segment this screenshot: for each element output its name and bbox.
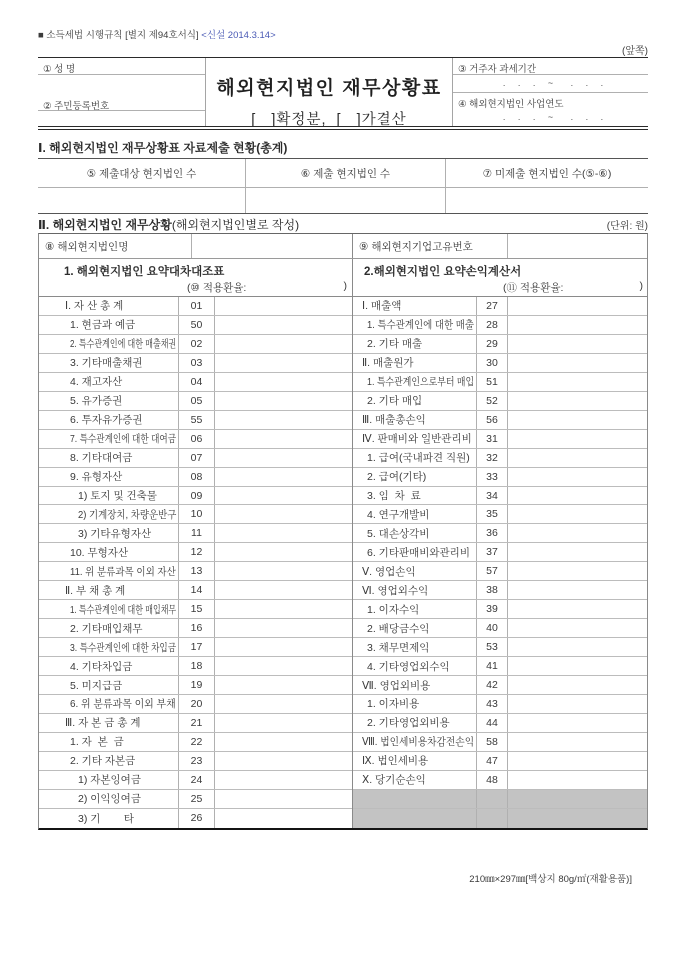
- account-row: [353, 581, 647, 600]
- account-row: [39, 809, 352, 828]
- account-row: [39, 543, 352, 562]
- account-row: [39, 524, 352, 543]
- account-code: 07: [179, 449, 215, 467]
- submitted-count-value: [246, 188, 446, 213]
- amount-cell: [215, 449, 352, 467]
- amount-cell: [508, 430, 647, 448]
- corporation-id-label: ⑨ 해외현지기업고유번호: [353, 234, 508, 258]
- account-label: Ⅷ. 법인세비용차감전손익: [353, 733, 477, 751]
- account-row: [39, 373, 352, 392]
- paper-spec-note: 210㎜×297㎜[백상지 80g/㎡(재활용품)]: [469, 874, 632, 885]
- account-label: 2. 기타 자본금: [39, 752, 179, 770]
- account-row: [353, 373, 647, 392]
- account-row: [353, 524, 647, 543]
- account-code: 06: [179, 430, 215, 448]
- account-code: 05: [179, 392, 215, 410]
- account-code: 23: [179, 752, 215, 770]
- account-label: 2) 이익잉여금: [39, 790, 179, 808]
- amount-cell: [508, 373, 647, 391]
- account-row: [353, 468, 647, 487]
- account-row: [353, 771, 647, 790]
- account-row: [39, 733, 352, 752]
- account-label: 1. 특수관계인에 대한 매입채무: [39, 600, 179, 618]
- account-row: [353, 411, 647, 430]
- amount-cell: [508, 714, 647, 732]
- account-code: 56: [477, 411, 508, 429]
- section1-title: Ⅰ. 해외현지법인 재무상황표 자료제출 현황(총계): [38, 141, 288, 155]
- tax-period-label: ③ 거주자 과세기간: [453, 58, 648, 75]
- account-label: 2. 기타 매출: [353, 335, 477, 353]
- subsection-header-row: [39, 259, 647, 297]
- account-code: 26: [179, 809, 215, 828]
- tax-period-dates: . . . ~ . . .: [453, 75, 648, 93]
- account-row: [39, 316, 352, 335]
- account-label: Ⅵ. 영업외수익: [353, 581, 477, 599]
- account-label: Ⅶ. 영업외비용: [353, 676, 477, 694]
- amount-cell: [508, 581, 647, 599]
- page-side-label: (앞쪽): [622, 46, 648, 57]
- account-row: [353, 335, 647, 354]
- amount-cell: [215, 733, 352, 751]
- header-right-column: [453, 58, 648, 126]
- balance-sheet-title: 1. 해외현지법인 요약대차대조표: [64, 266, 225, 278]
- account-code: 03: [179, 354, 215, 372]
- account-code: 19: [179, 676, 215, 694]
- balance-sheet-exchange-rate: [39, 280, 352, 295]
- amount-cell: [508, 695, 647, 713]
- amount-cell: [508, 638, 647, 656]
- account-code: 47: [477, 752, 508, 770]
- account-label: 1. 급여(국내파견 직원): [353, 449, 477, 467]
- account-label: 4. 기타영업외수익: [353, 657, 477, 675]
- account-label: Ⅱ. 매출원가: [353, 354, 477, 372]
- account-row: [353, 430, 647, 449]
- account-label: 2. 급여(기타): [353, 468, 477, 486]
- account-code: 50: [179, 316, 215, 334]
- resident-number-label: ② 주민등록번호: [38, 95, 205, 111]
- income-statement-rows: [353, 297, 647, 828]
- header-left-column: [38, 58, 205, 126]
- account-row: [39, 505, 352, 524]
- account-label: 10. 무형자산: [39, 543, 179, 561]
- account-code: [477, 809, 508, 828]
- amount-cell: [215, 790, 352, 808]
- account-code: 29: [477, 335, 508, 353]
- account-label: 2) 기계장치, 차량운반구: [39, 505, 179, 523]
- account-code: 37: [477, 543, 508, 561]
- amount-cell: [215, 297, 352, 315]
- account-row: [39, 562, 352, 581]
- account-row: [353, 297, 647, 316]
- account-label: 11. 위 분류과목 이외 자산: [39, 562, 179, 580]
- account-code: 08: [179, 468, 215, 486]
- account-label: 1. 자 본 금: [39, 733, 179, 751]
- account-label: 2. 특수관계인에 대한 매출채권: [39, 335, 179, 353]
- amount-cell: [215, 487, 352, 505]
- amount-cell: [215, 392, 352, 410]
- form-title: 해외현지법인 재무상황표: [216, 78, 442, 99]
- account-row: [39, 676, 352, 695]
- amount-cell: [508, 562, 647, 580]
- account-code: 22: [179, 733, 215, 751]
- account-row: [39, 581, 352, 600]
- account-row: [353, 449, 647, 468]
- amount-cell: [215, 543, 352, 561]
- amount-cell: [508, 752, 647, 770]
- financial-status-table: [38, 233, 648, 830]
- account-code: 51: [477, 373, 508, 391]
- account-label: 8. 기타대여금: [39, 449, 179, 467]
- account-row: [353, 354, 647, 373]
- account-label: 5. 대손상각비: [353, 524, 477, 542]
- account-label: 2. 배당금수익: [353, 619, 477, 637]
- form-revision-date: <신설 2014.3.14>: [201, 30, 276, 41]
- amount-cell: [215, 468, 352, 486]
- account-code: [477, 790, 508, 808]
- amount-cell: [508, 600, 647, 618]
- form-reference-note: [38, 27, 276, 41]
- submission-target-count-value: [38, 188, 246, 213]
- account-label: Ⅰ. 매출액: [353, 297, 477, 315]
- amount-cell: [508, 543, 647, 561]
- amount-cell: [508, 354, 647, 372]
- account-code: 13: [179, 562, 215, 580]
- account-label: Ⅳ. 판매비와 일반관리비: [353, 430, 477, 448]
- account-code: 39: [477, 600, 508, 618]
- account-label: 1. 특수관계인으로부터 매입: [353, 373, 477, 391]
- account-row: [39, 695, 352, 714]
- amount-cell: [215, 335, 352, 353]
- account-label: 6. 위 분류과목 이외 부채: [39, 695, 179, 713]
- account-label: [353, 790, 477, 808]
- account-label: 6. 기타판매비와관리비: [353, 543, 477, 561]
- amount-cell: [215, 752, 352, 770]
- account-code: 24: [179, 771, 215, 789]
- name-field-value: [38, 75, 205, 95]
- income-statement-title: 2.해외현지법인 요약손익계산서: [364, 266, 522, 278]
- account-row: [39, 657, 352, 676]
- account-label: [353, 809, 477, 828]
- account-row: [39, 411, 352, 430]
- amount-cell: [508, 676, 647, 694]
- exchange-rate-label: (⑪ 적용환율:: [503, 282, 564, 294]
- name-field-label: ① 성 명: [38, 58, 205, 75]
- account-code: 14: [179, 581, 215, 599]
- account-label: 9. 유형자산: [39, 468, 179, 486]
- form-header-table: [38, 57, 648, 130]
- account-row: [39, 468, 352, 487]
- account-label: Ⅱ. 부 채 총 계: [39, 581, 179, 599]
- corporation-name-value: [192, 234, 353, 258]
- section2-title: [38, 216, 299, 233]
- account-code: 42: [477, 676, 508, 694]
- amount-cell: [215, 316, 352, 334]
- account-code: 53: [477, 638, 508, 656]
- amount-cell: [215, 373, 352, 391]
- amount-cell: [508, 392, 647, 410]
- account-label: 3. 채무면제익: [353, 638, 477, 656]
- account-label: 1. 특수관계인에 대한 매출: [353, 316, 477, 334]
- account-code: 35: [477, 505, 508, 523]
- account-label: 1. 현금과 예금: [39, 316, 179, 334]
- amount-cell: [215, 771, 352, 789]
- account-label: 4. 연구개발비: [353, 505, 477, 523]
- amount-cell: [215, 562, 352, 580]
- amount-cell: [508, 790, 647, 808]
- amount-cell: [215, 657, 352, 675]
- account-code: 10: [179, 505, 215, 523]
- section1-header-row: [38, 159, 648, 188]
- exchange-rate-close-paren: ): [343, 280, 347, 292]
- account-label: 3. 특수관계인에 대한 차입금: [39, 638, 179, 656]
- account-row: [39, 600, 352, 619]
- balance-sheet-header: [39, 259, 353, 296]
- amount-cell: [215, 524, 352, 542]
- unsubmitted-count-header: ⑦ 미제출 현지법인 수(⑤-⑥): [482, 167, 612, 180]
- account-row: [39, 752, 352, 771]
- account-label: Ⅰ. 자 산 총 계: [39, 297, 179, 315]
- amount-cell: [215, 430, 352, 448]
- submission-target-count-header: ⑤ 제출대상 현지법인 수: [38, 159, 246, 187]
- account-code: 16: [179, 619, 215, 637]
- account-row: [353, 752, 647, 771]
- account-label: 1. 이자수익: [353, 600, 477, 618]
- account-label: Ⅹ. 당기순손익: [353, 771, 477, 789]
- account-label: 2. 기타매입채무: [39, 619, 179, 637]
- header-title-cell: [205, 58, 453, 126]
- account-code: 38: [477, 581, 508, 599]
- form-reference-text: ■ 소득세법 시행규칙 [별지 제94호서식]: [38, 30, 202, 41]
- amount-cell: [508, 619, 647, 637]
- account-label: 5. 미지급금: [39, 676, 179, 694]
- account-row: [353, 562, 647, 581]
- account-label: 3. 임 차 료: [353, 487, 477, 505]
- amount-cell: [508, 411, 647, 429]
- account-label: 6. 투자유가증권: [39, 411, 179, 429]
- account-code: 25: [179, 790, 215, 808]
- account-code: 27: [477, 297, 508, 315]
- account-label: 1) 토지 및 건축물: [39, 487, 179, 505]
- account-row: [353, 733, 647, 752]
- account-label: 4. 기타차입금: [39, 657, 179, 675]
- corporation-name-label: ⑧ 해외현지법인명: [39, 234, 192, 258]
- account-code: 48: [477, 771, 508, 789]
- amount-cell: [508, 733, 647, 751]
- section1-value-row: [38, 188, 648, 213]
- section2-title-note: (해외현지법인별로 작성): [171, 218, 300, 232]
- amount-cell: [215, 809, 352, 828]
- income-statement-header: [353, 259, 647, 296]
- account-row: [39, 392, 352, 411]
- amount-cell: [215, 714, 352, 732]
- account-row: [39, 638, 352, 657]
- section1-table: [38, 158, 648, 214]
- account-row: [39, 297, 352, 316]
- account-row: [353, 600, 647, 619]
- amount-cell: [215, 676, 352, 694]
- amount-cell: [508, 335, 647, 353]
- account-row: [353, 714, 647, 733]
- amount-cell: [215, 354, 352, 372]
- table-data-area: [39, 297, 647, 828]
- business-year-dates: . . . ~ . . .: [502, 112, 604, 122]
- account-row: [353, 505, 647, 524]
- account-row: [353, 657, 647, 676]
- shaded-empty-row: [353, 809, 647, 828]
- account-row: [353, 695, 647, 714]
- account-row: [39, 771, 352, 790]
- account-row: [353, 392, 647, 411]
- account-code: 33: [477, 468, 508, 486]
- account-code: 28: [477, 316, 508, 334]
- exchange-rate-close-paren: ): [639, 280, 643, 292]
- amount-cell: [508, 524, 647, 542]
- corporation-info-row: [39, 234, 647, 259]
- amount-cell: [215, 695, 352, 713]
- account-row: [39, 449, 352, 468]
- account-label: 1. 이자비용: [353, 695, 477, 713]
- account-label: 2. 기타영업외비용: [353, 714, 477, 732]
- account-label: 3. 기타매출채권: [39, 354, 179, 372]
- amount-cell: [215, 505, 352, 523]
- amount-cell: [215, 411, 352, 429]
- account-label: 3) 기 타: [39, 809, 179, 828]
- account-code: 21: [179, 714, 215, 732]
- account-label: 5. 유가증권: [39, 392, 179, 410]
- amount-cell: [215, 600, 352, 618]
- business-year-label: ④ 해외현지법인 사업연도: [458, 99, 564, 110]
- account-row: [39, 714, 352, 733]
- amount-cell: [508, 487, 647, 505]
- form-type-checkboxes: [ ]확정분, [ ]가결산: [251, 112, 407, 128]
- account-code: 57: [477, 562, 508, 580]
- amount-cell: [508, 468, 647, 486]
- section2-title-main: Ⅱ. 해외현지법인 재무상황: [38, 218, 172, 232]
- amount-cell: [508, 449, 647, 467]
- account-label: 1) 자본잉여금: [39, 771, 179, 789]
- account-label: Ⅲ. 매출총손익: [353, 411, 477, 429]
- account-code: 04: [179, 373, 215, 391]
- account-label: 7. 특수관계인에 대한 대여금: [39, 430, 179, 448]
- account-label: 4. 재고자산: [39, 373, 179, 391]
- account-code: 11: [179, 524, 215, 542]
- corporation-id-value: [508, 234, 647, 258]
- account-code: 32: [477, 449, 508, 467]
- account-code: 20: [179, 695, 215, 713]
- amount-cell: [508, 771, 647, 789]
- account-code: 09: [179, 487, 215, 505]
- unit-label: (단위: 원): [606, 221, 648, 232]
- account-row: [39, 335, 352, 354]
- account-code: 02: [179, 335, 215, 353]
- account-code: 44: [477, 714, 508, 732]
- amount-cell: [508, 316, 647, 334]
- account-code: 01: [179, 297, 215, 315]
- submitted-count-header: ⑥ 제출 현지법인 수: [246, 159, 446, 187]
- exchange-rate-label: (⑩ 적용환율:: [187, 282, 247, 294]
- account-row: [39, 430, 352, 449]
- account-code: 55: [179, 411, 215, 429]
- account-code: 43: [477, 695, 508, 713]
- account-row: [353, 487, 647, 506]
- balance-sheet-rows: [39, 297, 353, 828]
- account-code: 40: [477, 619, 508, 637]
- account-code: 15: [179, 600, 215, 618]
- amount-cell: [215, 638, 352, 656]
- account-label: Ⅴ. 영업손익: [353, 562, 477, 580]
- account-row: [353, 619, 647, 638]
- account-row: [39, 487, 352, 506]
- account-row: [39, 354, 352, 373]
- unsubmitted-count-value: [446, 188, 648, 213]
- account-row: [353, 676, 647, 695]
- account-code: 18: [179, 657, 215, 675]
- shaded-empty-row: [353, 790, 647, 809]
- account-label: 2. 기타 매입: [353, 392, 477, 410]
- account-code: 58: [477, 733, 508, 751]
- account-code: 36: [477, 524, 508, 542]
- account-code: 30: [477, 354, 508, 372]
- account-code: 12: [179, 543, 215, 561]
- account-label: 3) 기타유형자산: [39, 524, 179, 542]
- account-code: 31: [477, 430, 508, 448]
- account-label: Ⅸ. 법인세비용: [353, 752, 477, 770]
- account-code: 17: [179, 638, 215, 656]
- amount-cell: [508, 505, 647, 523]
- income-statement-exchange-rate: [353, 280, 647, 295]
- amount-cell: [215, 619, 352, 637]
- section2-title-bar: [38, 216, 648, 233]
- account-row: [353, 543, 647, 562]
- account-code: 52: [477, 392, 508, 410]
- amount-cell: [215, 581, 352, 599]
- account-row: [353, 316, 647, 335]
- amount-cell: [508, 297, 647, 315]
- account-label: Ⅲ. 자 본 금 총 계: [39, 714, 179, 732]
- amount-cell: [508, 809, 647, 828]
- account-row: [353, 638, 647, 657]
- account-code: 34: [477, 487, 508, 505]
- account-row: [39, 619, 352, 638]
- account-row: [39, 790, 352, 809]
- amount-cell: [508, 657, 647, 675]
- resident-number-value: [38, 111, 205, 114]
- account-code: 41: [477, 657, 508, 675]
